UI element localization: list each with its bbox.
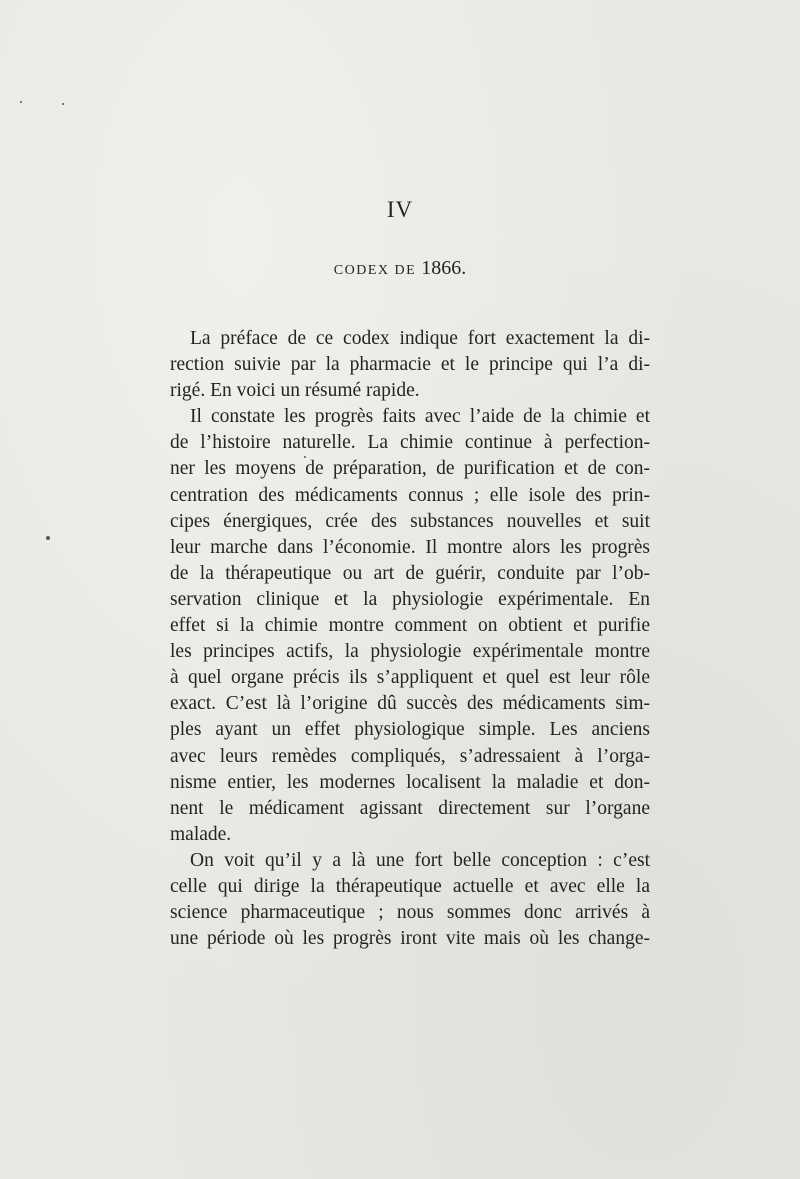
paragraph [170,326,650,404]
text-line: de la thérapeutique ou art de guérir, conduite par l’ob- [170,562,650,584]
text-line: les principes actifs, la physiologie expérimentale montre [170,641,650,663]
paper-speck [46,536,50,540]
text-line: leur marche dans l’économie. Il montre alors les progrès [170,536,650,558]
body-text [170,326,650,952]
text-line: malade. [170,823,232,845]
chapter-number: IV [386,197,414,222]
text-line: La préface de ce codex indique fort exactement la di- [190,328,650,349]
paper-speck [62,103,64,105]
text-line: servation clinique et la physiologie expérimentale. En [170,588,650,610]
chapter-title [0,258,800,278]
text-line: de l’histoire naturelle. La chimie continue à perfection- [170,432,650,454]
text-line: nent le médicament agissant directement sur l’organe [170,797,650,819]
text-line: Il constate les progrès faits avec l’aide de la chimie et [190,406,650,428]
text-line: science pharmaceutique ; nous sommes donc arrivés à [170,902,650,924]
text-line: rection suivie par la pharmacie et le principe qui l’a di- [170,354,650,376]
text-line: à quel organe précis ils s’appliquent et quel est leur rôle [170,667,650,689]
text-line: ner les moyens de préparation, de purification et de con- [170,458,650,480]
text-line: exact. C’est là l’origine dû succès des médicaments sim- [170,693,650,715]
text-line: nisme entier, les modernes localisent la maladie et don- [170,771,650,793]
text-line: cipes énergiques, crée des substances nouvelles et suit [170,510,650,532]
paper-speck [20,101,22,103]
paragraph [170,848,650,952]
text-line: centration des médicaments connus ; elle isole des prin- [170,484,650,506]
text-line: On voit qu’il y a là une fort belle conception : c’est [190,849,650,871]
text-line: avec leurs remèdes compliqués, s’adressaient à l’orga- [170,745,650,767]
text-line: ples ayant un effet physiologique simple. Les anciens [170,719,650,741]
paragraph [170,404,650,848]
text-line: rigé. En voici un résumé rapide. [170,380,420,402]
text-line: celle qui dirige la thérapeutique actuelle et avec elle la [170,875,650,897]
text-line: effet si la chimie montre comment on obtient et purifie [170,615,650,637]
chapter-title-small-caps: CODEX DE [333,263,417,278]
text-line: une période où les progrès iront vite mais où les change- [170,928,650,950]
paper-speck [304,456,306,458]
chapter-title-year: 1866. [421,257,467,279]
